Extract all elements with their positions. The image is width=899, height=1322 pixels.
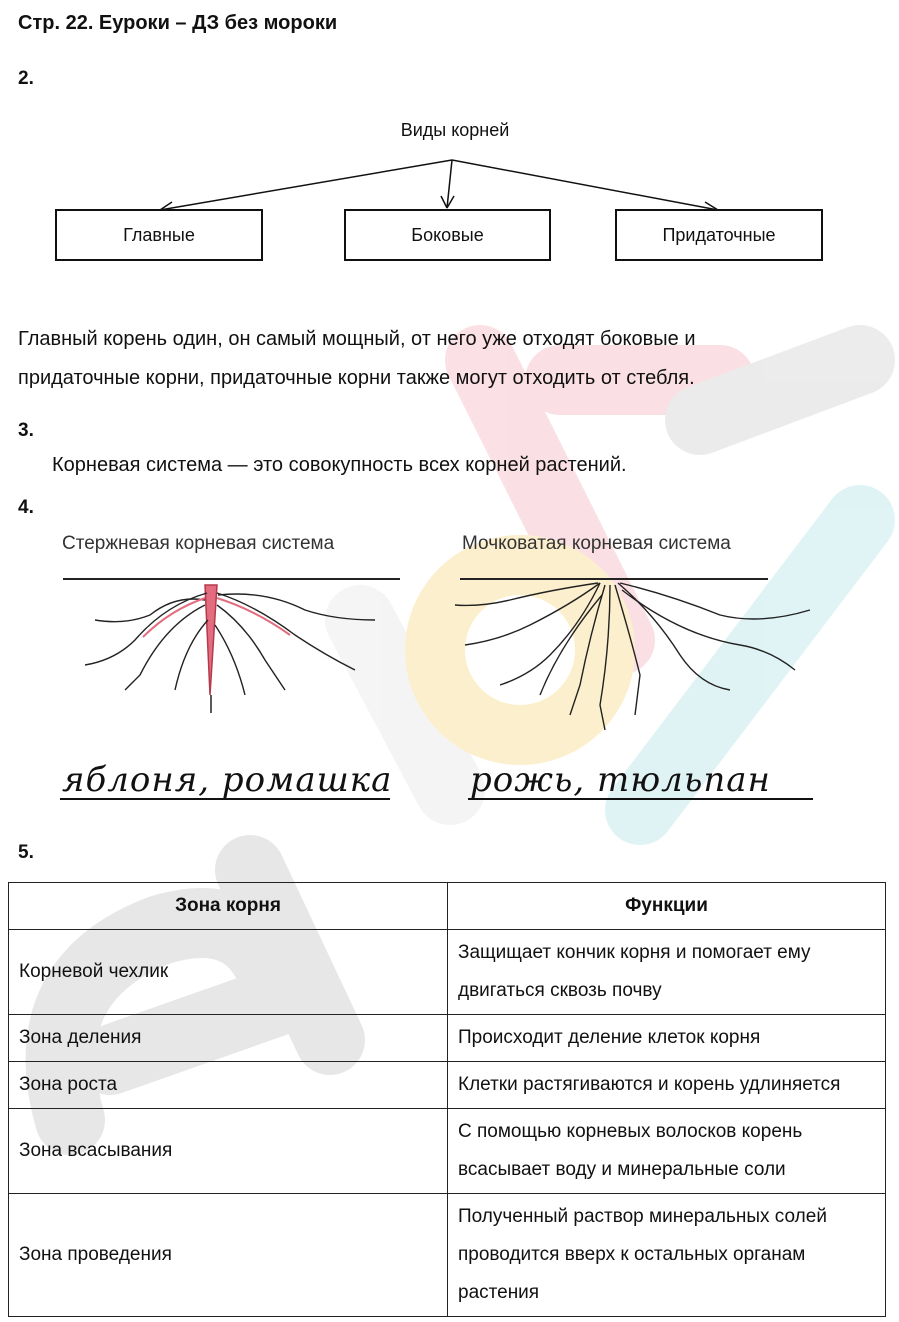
zone-cell: Зона всасывания <box>9 1109 448 1194</box>
diagram-box-lateral <box>344 209 551 261</box>
taproot-underline <box>60 798 390 800</box>
fibrous-caption: Мочковатая корневая система <box>462 533 731 554</box>
table-row <box>9 1109 886 1194</box>
fibrous-system-drawing <box>440 565 830 735</box>
table-row <box>9 1015 886 1062</box>
taproot-system-drawing <box>55 565 415 715</box>
question-3-number: 3. <box>18 420 34 441</box>
answer-line-1: Главный корень один, он самый мощный, от него уже отходят боковые и <box>18 328 696 350</box>
question-2-answer <box>18 320 878 398</box>
table-header: Функции <box>448 883 886 930</box>
function-cell: Полученный раствор минеральных солей проводится вверх к остальных органам растения <box>448 1194 886 1317</box>
fibrous-underline <box>468 798 813 800</box>
function-cell: Клетки растягиваются и корень удлиняется <box>448 1062 886 1109</box>
root-zones-table <box>8 882 886 1317</box>
diagram-root-label: Виды корней <box>400 120 510 140</box>
zone-cell: Зона роста <box>9 1062 448 1109</box>
question-2-number: 2. <box>18 68 34 89</box>
function-cell: С помощью корневых волосков корень всасывает воду и минеральные соли <box>448 1109 886 1194</box>
table-header: Зона корня <box>9 883 448 930</box>
function-cell: Происходит деление клеток корня <box>448 1015 886 1062</box>
answer-line-2: придаточные корни, придаточные корни также могут отходить от стебля. <box>18 367 695 389</box>
page-title: Стр. 22. Еуроки – ДЗ без мороки <box>18 12 338 34</box>
table-row <box>9 1062 886 1109</box>
taproot-examples: яблоня, ромашка <box>62 760 393 800</box>
zone-cell: Зона проведения <box>9 1194 448 1317</box>
zone-cell: Корневой чехлик <box>9 930 448 1015</box>
question-4-number: 4. <box>18 497 34 518</box>
diagram-box-adventitious-label: Придаточные <box>662 224 776 245</box>
diagram-box-adventitious <box>615 209 823 261</box>
question-3-definition: Корневая система — это совокупность всех корней растений. <box>52 454 627 476</box>
table-row <box>9 930 886 1015</box>
diagram-box-main <box>55 209 263 261</box>
diagram-box-lateral-label: Боковые <box>411 224 484 245</box>
table-row <box>9 1194 886 1317</box>
function-cell: Защищает кончик корня и помогает ему двигаться сквозь почву <box>448 930 886 1015</box>
table-header-row <box>9 883 886 930</box>
fibrous-examples: рожь, тюльпан <box>470 760 771 800</box>
taproot-caption: Стержневая корневая система <box>62 533 335 554</box>
zone-cell: Зона деления <box>9 1015 448 1062</box>
diagram-box-main-label: Главные <box>123 224 195 245</box>
question-5-number: 5. <box>18 842 34 863</box>
